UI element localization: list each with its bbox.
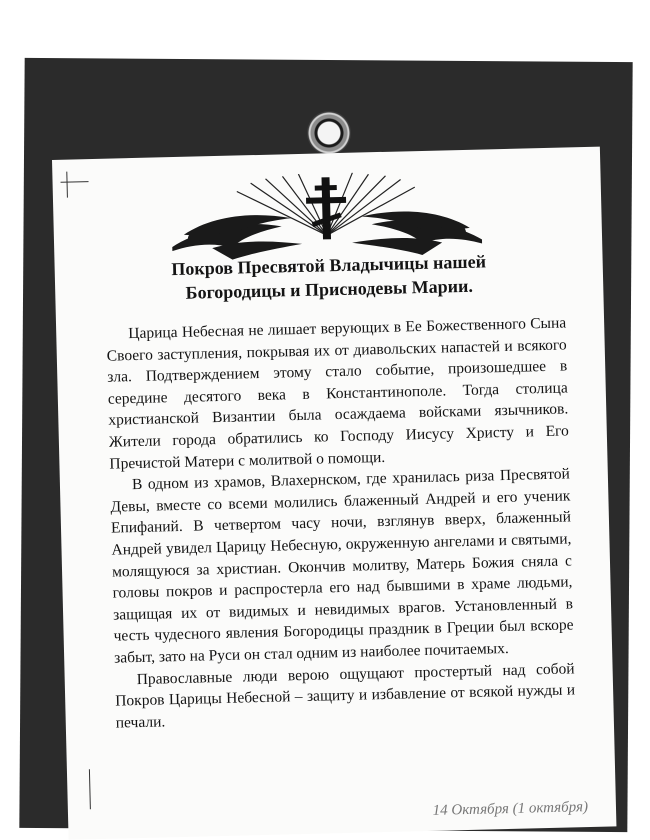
paragraph: Царица Небесная не лишает верующих в Ее Божественного Сына Своего заступления, покрывая их от диавольских напастей и всякого зла. Подтверждением этому стало событие, произошедшее в середине десятого века в Константинополе. Тогда столица христианской Византии была осаждаема войсками язычников. Жители города обратились ко Господу Иисусу Христу и Его Пречистой Матери с молитвой о помощи. [106, 314, 569, 473]
paragraph: В одном из храмов, Влахернском, где хранилась риза Пресвятой Девы, вместе со всеми молились блаженный Андрей и его ученик Епифаний. В четвертом часу ночи, взглянув вверх, блаженный Андрей увидел Царицу Небесную, окруженную ангелами и святыми, молящуюся за христиан. Окончив молитву, Матерь Божия сняла с головы покров и распростерла его над бывшими в храме людьми, защищая их от видимых и невидимых врагов. Установленный в честь чудесного явления Богородицы праздник в Греции был вскоре забыт, зато на Руси он стал одним из наиболее почитаемых. [110, 465, 574, 667]
title-line: Богородицы и Приснодевы Марии. [185, 275, 474, 303]
title-line: Покров Пресвятой Владычицы нашей [171, 251, 487, 280]
paragraph: Православные люди верою ощущают простертый над собой Покров Царицы Небесной – защиту и избавление от всякой нужды и печали. [115, 659, 576, 732]
crop-mark [61, 181, 89, 183]
page-title [94, 248, 563, 307]
paper-insert [52, 147, 616, 840]
body-text [106, 312, 576, 733]
eyelet-icon [307, 111, 351, 155]
crop-mark [66, 172, 68, 198]
feast-date: 14 Октября (1 октября) [432, 799, 589, 819]
crop-mark [89, 769, 91, 809]
orthodox-cross-icon [170, 170, 482, 264]
